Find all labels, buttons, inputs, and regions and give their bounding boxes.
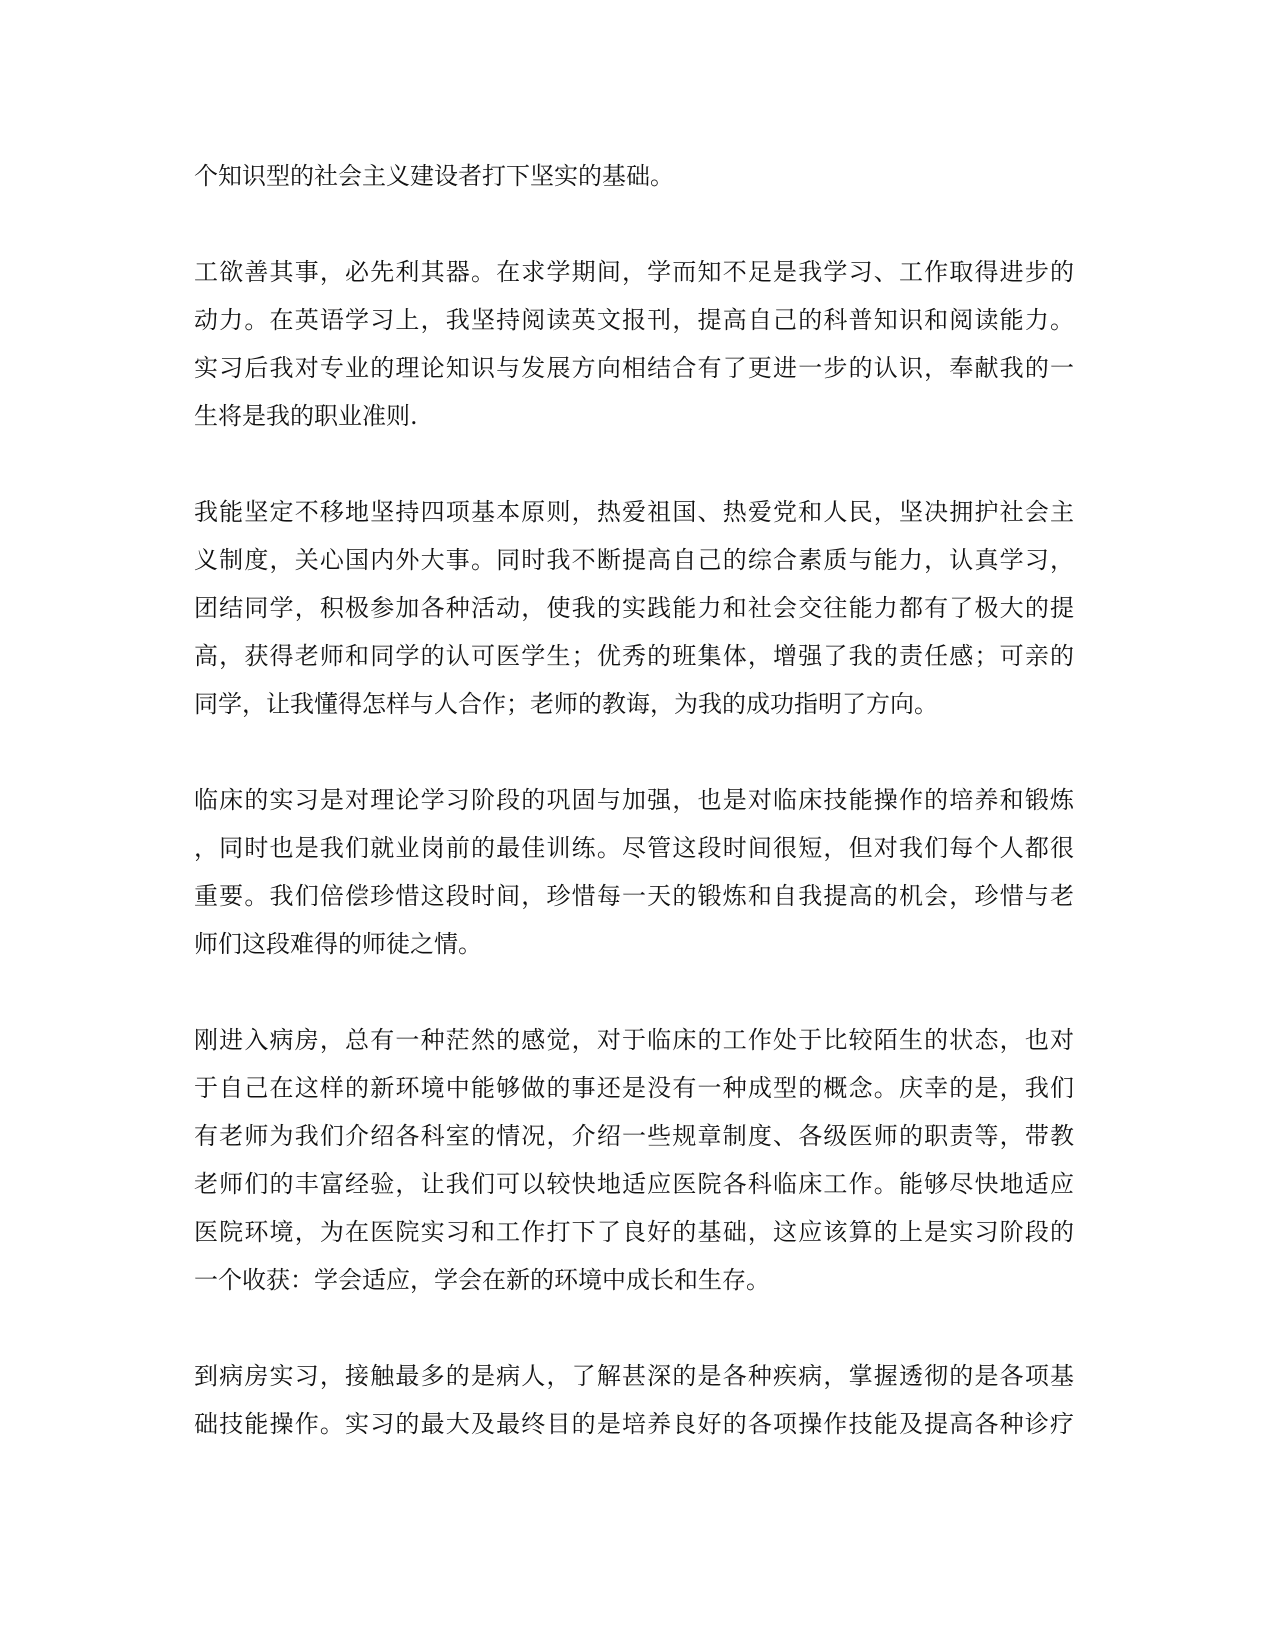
text-line: 医院环境，为在医院实习和工作打下了良好的基础，这应该算的上是实习阶段的: [194, 1218, 1074, 1246]
paragraph-gap: [194, 1304, 1074, 1352]
text-line: 工欲善其事，必先利其器。在求学期间，学而知不足是我学习、工作取得进步的: [194, 258, 1074, 286]
text-line: 临床的实习是对理论学习阶段的巩固与加强，也是对临床技能操作的培养和锻炼: [194, 786, 1074, 814]
text-line: 同学，让我懂得怎样与人合作；老师的教诲，为我的成功指明了方向。: [194, 690, 938, 718]
text-line: 师们这段难得的师徒之情。: [194, 930, 482, 958]
text-line: 团结同学，积极参加各种活动，使我的实践能力和社会交往能力都有了极大的提: [194, 594, 1074, 622]
text-line: 义制度，关心国内外大事。同时我不断提高自己的综合素质与能力，认真学习，: [194, 546, 1074, 574]
paragraph-5: [194, 1016, 1074, 1304]
text-line: 实习后我对专业的理论知识与发展方向相结合有了更进一步的认识，奉献我的一: [194, 354, 1074, 382]
document-body: [194, 152, 1074, 1448]
text-line: ，同时也是我们就业岗前的最佳训练。尽管这段时间很短，但对我们每个人都很: [194, 834, 1074, 862]
paragraph-gap: [194, 200, 1074, 248]
text-line: 高，获得老师和同学的认可医学生；优秀的班集体，增强了我的责任感；可亲的: [194, 642, 1074, 670]
text-line: 生将是我的职业准则.: [194, 402, 418, 430]
paragraph-2: [194, 248, 1074, 440]
paragraph-4: [194, 776, 1074, 968]
text-line: 一个收获：学会适应，学会在新的环境中成长和生存。: [194, 1266, 770, 1294]
paragraph-gap: [194, 440, 1074, 488]
text-line: 到病房实习，接触最多的是病人，了解甚深的是各种疾病，掌握透彻的是各项基: [194, 1362, 1074, 1390]
text-line: 个知识型的社会主义建设者打下坚实的基础。: [194, 162, 674, 190]
paragraph-1: [194, 152, 1074, 200]
paragraph-6: [194, 1352, 1074, 1448]
text-line: 重要。我们倍偿珍惜这段时间，珍惜每一天的锻炼和自我提高的机会，珍惜与老: [194, 882, 1074, 910]
text-line: 刚进入病房，总有一种茫然的感觉，对于临床的工作处于比较陌生的状态，也对: [194, 1026, 1074, 1054]
paragraph-gap: [194, 728, 1074, 776]
text-line: 有老师为我们介绍各科室的情况，介绍一些规章制度、各级医师的职责等，带教: [194, 1122, 1074, 1150]
paragraph-3: [194, 488, 1074, 728]
text-line: 我能坚定不移地坚持四项基本原则，热爱祖国、热爱党和人民，坚决拥护社会主: [194, 498, 1074, 526]
text-line: 老师们的丰富经验，让我们可以较快地适应医院各科临床工作。能够尽快地适应: [194, 1170, 1074, 1198]
text-line: 动力。在英语学习上，我坚持阅读英文报刊，提高自己的科普知识和阅读能力。: [194, 306, 1074, 334]
text-line: 础技能操作。实习的最大及最终目的是培养良好的各项操作技能及提高各种诊疗: [194, 1410, 1074, 1438]
text-line: 于自己在这样的新环境中能够做的事还是没有一种成型的概念。庆幸的是，我们: [194, 1074, 1074, 1102]
paragraph-gap: [194, 968, 1074, 1016]
